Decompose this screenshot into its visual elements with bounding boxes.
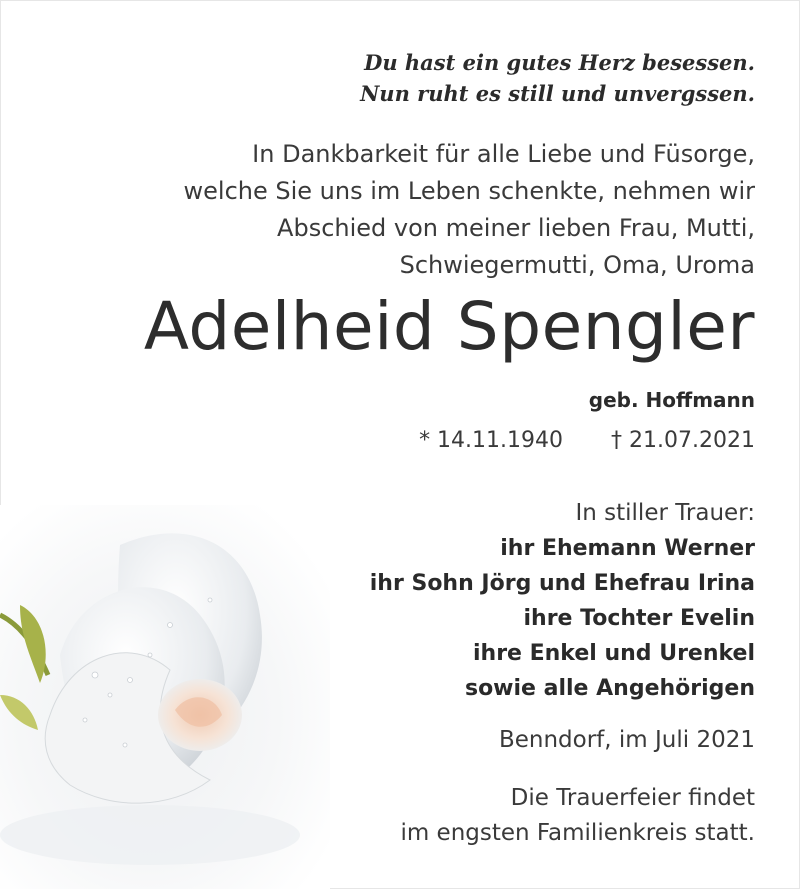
mourners-list [370, 496, 755, 706]
deceased-name: Adelheid Spengler [143, 288, 755, 365]
death-date: † 21.07.2021 [611, 428, 755, 453]
motto-line: Du hast ein gutes Herz besessen. [364, 50, 755, 75]
motto-line: Nun ruht es still und unvergssen. [360, 81, 755, 106]
intro-text [184, 136, 756, 284]
maiden-name: geb. Hoffmann [588, 388, 755, 412]
motto-quote [360, 47, 755, 109]
funeral-line: im engsten Familienkreis statt. [400, 820, 755, 846]
intro-line: Schwiegermutti, Oma, Uroma [399, 251, 755, 279]
mourner-entry: ihr Sohn Jörg und Ehefrau Irina [369, 571, 755, 596]
intro-line: Abschied von meiner lieben Frau, Mutti, [277, 214, 755, 242]
mourner-entry: ihr Ehemann Werner [500, 536, 755, 561]
mourner-entry: ihre Enkel und Urenkel [472, 641, 755, 666]
white-rose-image [0, 505, 330, 889]
mourner-entry: sowie alle Angehörigen [464, 676, 755, 701]
mourning-lead: In stiller Trauer: [575, 500, 755, 526]
life-dates [419, 423, 755, 459]
place-date: Benndorf, im Juli 2021 [498, 727, 755, 753]
birth-date: * 14.11.1940 [419, 428, 564, 453]
intro-line: In Dankbarkeit für alle Liebe und Füsorge, [252, 140, 755, 168]
funeral-line: Die Trauerfeier findet [510, 785, 755, 811]
funeral-note [400, 781, 755, 851]
intro-line: welche Sie uns im Leben schenkte, nehmen wir [183, 177, 755, 205]
mourner-entry: ihre Tochter Evelin [523, 606, 755, 631]
